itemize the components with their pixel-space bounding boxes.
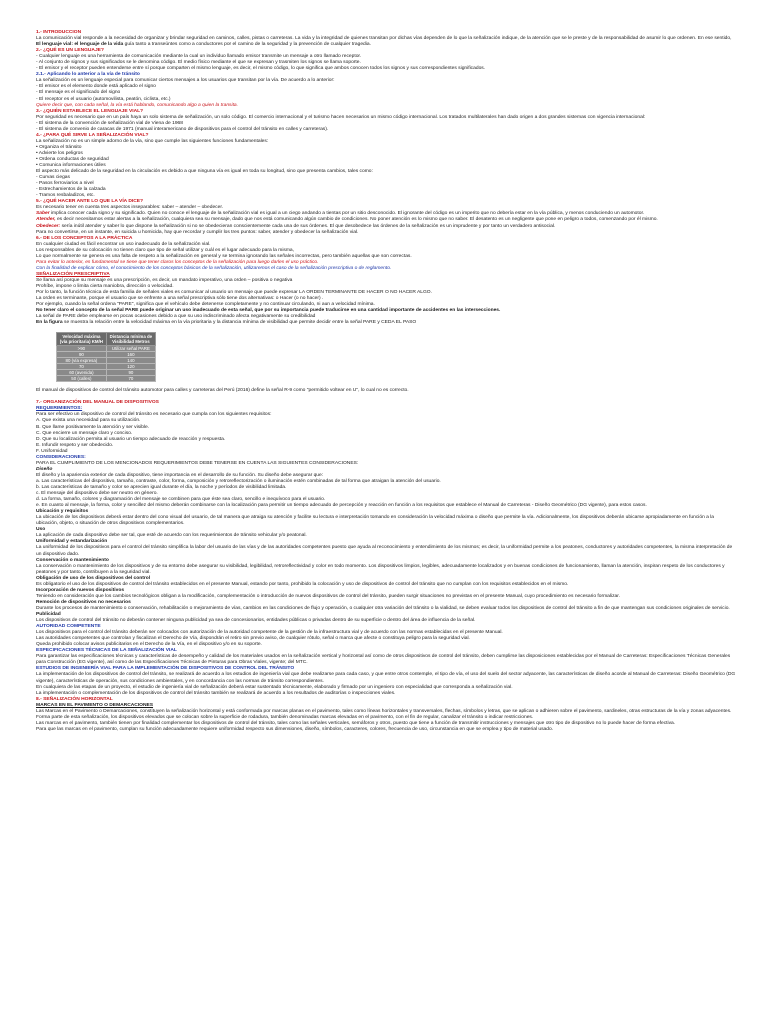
requirements-list: A. Que exista una necesidad para su utilización. B. Que llame positivamente la atención y ser visible. C. Que encierre un mensaje claro y conciso. D. Que su localización permita al usuario un tiempo adecuado de reacción y respuesta. E. Infundir respeto y ser obedecido. F. Uniformidad (36, 418, 226, 454)
paragraph: Los dispositivos para el control del tránsito deberán ser colocados con autorización de la autoridad competente de la gestión de la infraestructura vial y de acuerdo con las normas establecidas en el presente Manual. Las autoridades competentes que controlan y fiscalizan el Derecho de Vía, dispondrán el retiro sin previo aviso, de cualquier rótulo, señal o marca que afecte o constituya peligro para la seguridad vial. Queda prohibido colocar avisos publicitarios en el Derecho de la Vía, en el dispositivo y/o en su soporte. (36, 630, 503, 648)
table-cell: >90 (57, 346, 107, 352)
subsection-heading: ESPECIFICACIONES TÉCNICAS DE LA SEÑALIZACIÓN VIAL (36, 648, 177, 654)
section-heading: 4.- ¿PARA QUÉ SIRVE LA SEÑALIZACIÓN VIAL? (36, 132, 149, 138)
subsection-heading: MARCAS EN EL PAVIMENTO O DEMARCACIONES (36, 702, 154, 708)
table-header-cell: Distancia mínima de Visibilidad Metros (106, 333, 155, 346)
section-heading: 5.- ¿QUÉ HACER ANTE LO QUE LA VÍA DICE? (36, 199, 144, 205)
paragraph: La señalización no es un simple adorno de la vía, sino que cumple las siguientes funciones fundamentales: • Organiza el tránsito • Advierte los peligros • Ordena conductas de seguridad • Comunica informaciones útiles El aspecto más delicado de la seguridad en la circulación es debido a que ninguna vía es igual en toda su longitud, sino que presenta cambios, tales como: - Curvas ciegas - Pasos ferroviarios a nivel - Estrechamientos de la calzada - Tramos resbaladizos, etc. (36, 138, 373, 199)
section-heading: 8.- SEÑALIZACIÓN HORIZONTAL (36, 696, 113, 702)
paragraph: La comunicación vial responde a la necesidad de organizar y brindar seguridad en caminos, calles, pistas o carreteras. La vida y la integridad de quienes transitan por dichas vías dependen de lo que la señalización indique, de la atención que se le preste y de la responsabilidad de asumir lo que ordenen. En ese sentido, El lenguaje vial: el lenguaje de la vida guía tanto a transeúntes como a conductores por el camino de la seguridad y la prevención de cualquier tragedia. (36, 36, 732, 48)
paragraph: En la figura se muestra la relación entre la velocidad máxima en la vía prioritaria y la distancia mínima de visibilidad que permite decidir entre la señal PARE y CEDA EL PASO (36, 320, 417, 326)
paragraph: El diseño y la apariencia exterior de cada dispositivo, tiene importancia en el desarrollo de su función. Su diseño debe asegurar que: a. Las características del dispositivo, tamaño, contraste, color, forma, composición y retroreflectorización o iluminación estén combinadas de tal forma que atraigan la atención del usuario. b. Las características de tamaño y color se aprecien igual durante el día, la noche y períodos de visibilidad limitada. c. El mensaje del dispositivo debe ser neutro en género. d. La forma, tamaño, colores y diagramación del mensaje se combinen para que éste sea claro, sencillo e inequívoco para el usuario. e. En cuanto al mensaje, la forma, color y sencillez del mismo deberán combinarse con la localización para permitir un tiempo adecuado de percepción y reacción en función a los requisitos que establece el Manual de Carreteras - Diseño Geométrico (DG vigente), para estos casos. (36, 472, 647, 509)
paragraph: El manual de dispositivos de control del tránsito automotor para calles y carreteras del Perú (2016) define la señal R-9 como "permitido voltear en U", lo cual no es correcto. (36, 388, 409, 394)
table-header-cell: Velocidad máxima (vía prioritaria) KM/H (57, 333, 107, 346)
table-cell: 70 (106, 376, 155, 382)
paragraph: Atender, es decir necesitamos estar alertas a la señalización, cualquiera sea su mensaje, dado que nos está comunicando algún cambio de condiciones. No poner atención es lo mismo que no saber. El desatento es un negligente que pone en peligro a todos, comenzando por él mismo. (36, 217, 658, 223)
subsection-heading: CONSIDERACIONES: (36, 454, 86, 460)
paragraph: Los dispositivos de control del tránsito no deberán contener ninguna publicidad ya sea de concesionarios, entidades públicas o privadas dentro de su superficie o dentro del área de influencia de la señal. (36, 618, 476, 624)
visibility-table (56, 332, 156, 382)
note: Con la finalidad de explicar cómo, el conocimiento de los conceptos básicos de la señalización, utilizaremos el caso de la señalización prescriptiva o de reglamento. (36, 265, 392, 271)
document-page (36, 30, 736, 1010)
subheading: Conservación o mantenimiento (36, 557, 109, 563)
paragraph: La uniformidad de los dispositivos para el control del tránsito simplifica la labor del usuario de las vías y de las autoridades competentes puesto que ayuda al reconocimiento y entendimiento de los mismos; es decir, la uniformidad permite a los peatones, conductores y autoridades competentes, la misma interpretación de un dispositivo dado. (36, 545, 733, 557)
table-cell: 120 (106, 364, 155, 370)
section-heading: 6.- DE LOS CONCEPTOS A LA PRÁCTICA (36, 235, 133, 241)
table-row (57, 376, 156, 382)
table-cell: 90 (57, 352, 107, 358)
paragraph: Para ser efectivo un dispositivo de control del tránsito es necesario que cumpla con los siguientes requisitos: (36, 412, 272, 418)
table-cell: 160 (106, 352, 155, 358)
paragraph: Para garantizar las especificaciones técnicas y características de desempeño y calidad de los materiales usados en la señalización vertical y horizontal así como de otros dispositivos de control del tránsito, deben cumplirse las disposiciones establecidas por el Manual de Carreteras: Especificaciones Técnicas Generales para Construcción (EG vigente), así como de las Especificaciones Técnicas de Pinturas para Obras Viales, vigente; del MTC. (36, 654, 731, 666)
paragraph: La ubicación de los dispositivos deberá estar dentro del cono visual del usuario, de tal manera que atraiga su atención y facilite su lectura e interpretación tomando en consideración la velocidad máxima o diseño que permite la vía. Adicionalmente, los dispositivos deberán ubicarse apropiadamente en función a la ubicación, objeto, o situación de otros dispositivos complementarios. (36, 515, 715, 527)
paragraph: Las Marcas en el Pavimento o Demarcaciones, constituyen la señalización horizontal y está conformada por marcas planas en el pavimento, tales como líneas horizontales y transversales, flechas, símbolos y letras, que se aplican o adhieren sobre el pavimento, sardineles, otras estructuras de la vía y zonas adyacentes. Forma parte de esta señalización, los dispositivos elevados que se colocan sobre la superficie de rodadura, también denominadas marcas elevadas en el pavimento, con el fin de regular, canalizar el tránsito o indicar restricciones. Las marcas en el pavimento, también tienen por finalidad complementar los dispositivos de control del tránsito, tales como las señales verticales, semáforos y otros, puesto que tiene a función de transmitir instrucciones y mensajes que otro tipo de dispositivo no lo puede hacer de forma efectiva. Para que las marcas en el pavimento, cumplan su función adecuadamente requiere uniformidad respecto sus dimensiones, diseño, símbolos, caracteres, colores, frecuencia de uso, circunstancia en que se emplea y tipo de material usado. (36, 708, 732, 732)
subheading: Remoción de dispositivos no necesarios (36, 599, 131, 605)
table-header-row (57, 333, 156, 346)
paragraph: Es obligatorio el uso de los dispositivos de control del tránsito establecidos en el presente Manual, estando por tanto, prohibido la colocación y uso de dispositivos de control del tránsito que no cumplan con los requisitos establecidos en el mismo. (36, 581, 569, 587)
subheading: Obligación de uso de los dispositivos del control (36, 575, 151, 581)
subheading: Incorporación de nuevos dispositivos (36, 587, 125, 593)
section-heading: 3.- ¿QUIÉN ESTABLECE EL LENGUAJE VIAL? (36, 108, 144, 114)
subsection-heading: ESTUDIOS DE INGENIERÍA VIAL PARA LA IMPLEMENTACIÓN DE DISPOSITIVOS DE CONTROL DEL TRÁNSITO (36, 666, 295, 672)
paragraph: Se llama así porque su mensaje es una prescripción, es decir, un mandato imperativo, una orden – positiva o negativa Prohíbe, impone o limita cierta maniobra, dirección o velocidad. Por lo tanto, la función técnica de esta familia de señales viales es comunicar al usuario un mensaje que puede expresar LA ORDEN TERMINANTE DE HACER O NO HACER ALGO. La orden es terminante, porque el usuario que se enfrente a una señal prescriptiva sólo tiene dos alternativas: o Hacer (o no hacer) . Por ejemplo, cuando la señal ordena "PARE", significa que el vehículo debe detenerse completamente y no continuar circulando, ni aun a velocidad mínima. (36, 277, 432, 308)
table-cell: 140 (106, 358, 155, 364)
subsection-heading: SEÑALIZACIÓN PRESCRIPTIVA (36, 271, 110, 277)
paragraph: La señalización es un lenguaje especial para comunicar ciertos mensajes a los usuarios que transitan por la vía. De acuerdo a lo anterior: - El emisor es el elemento donde está aplicado el signo - El mensaje es el significado del signo - El receptor es el usuario (automovilista, peatón, ciclista, etc.) (36, 78, 335, 102)
quote: Quiere decir que, con cada señal, la vía está hablando, comunicando algo a quien la transita. (36, 102, 239, 108)
section-heading: 2.- ¿QUÉ ES UN LENGUAJE? (36, 48, 104, 54)
subsection-heading: AUTORIDAD COMPETENTE (36, 624, 101, 630)
subsection-heading: REQUERIMIENTOS: (36, 406, 83, 412)
paragraph: - Cualquier lenguaje es una herramienta de comunicación mediante la cual un individuo llamado emisor transmite un mensaje a otro llamado receptor. - Al conjunto de signos y sus significados se le denomina código. El medio físico mediante el que se expresan y trasmiten los signos se llama soporte. - El emisor y el receptor pueden entenderse entre sí porque comparten el mismo lenguaje, es decir, el mismo código, lo que significa que ambos conocen todos los signos y sus correspondientes significados. (36, 54, 486, 72)
paragraph: Saber implica conocer cada signo y su significado. Quien no conoce el lenguaje de la señalización vial es igual a un ciego andando a tientas por un sitio desconocido. El ignorante del código es un imperito que no debería estar en la vía pública, y menos conduciendo un automotor. (36, 211, 645, 217)
note: Para evitar lo anterior, es fundamental se tiene que tener claros los conceptos de la señalización para luego darles el uso práctico. (36, 259, 319, 265)
paragraph: Teniendo en consideración que los cambios tecnológicos obligan a la modificación, complementación o introducción de nuevos dispositivos de control del tránsito, pueden surgir situaciones no previstas en el presente Manual, cuyo procedimiento es necesario formalizar. (36, 593, 620, 599)
subsection-heading: 2.1.- Aplicando lo anterior a la vía de tránsito (36, 72, 140, 78)
subheading: Uniformidad y estandarización (36, 539, 108, 545)
section-heading: 7.- ORGANIZACIÓN DEL MANUAL DE DISPOSITIVOS (36, 400, 159, 406)
paragraph: Durante los procesos de mantenimiento o conservación, rehabilitación o mejoramiento de vías, cambios en las condiciones de flujo y operación, o cualquier otra variación del tránsito o la vialidad, se deben evaluar todos los dispositivos de control del tránsito a fin de que mantengan sus condiciones originales de servicio. (36, 605, 730, 611)
table-cell: 80 (vía expresa) (57, 358, 107, 364)
paragraph: La implementación de los dispositivos de control del tránsito, se realizará de acuerdo a los estudios de ingeniería vial que debe realizarse para cada caso, y que entre otros contemple, el tipo de vía, el uso del suelo del sector adyacente, las características de diseño acorde al Manual de Carreteras: Diseño Geométrico (DG vigente), características de operación, sus condiciones ambientales, y en concordancia con las normas de tránsito correspondientes. En cualquiera de las etapas de un proyecto, el estudio de ingeniería vial de señalización deberá estar sustentado técnicamente, elaborado y firmado por un ingeniero con especialidad que corresponda a señalización vial. La implementación o complementación de los dispositivos de control del tránsito también se realizará de acuerdo a los resultados de auditorías o inspecciones viales. (36, 672, 736, 696)
paragraph: Obedecer: sería inútil atender y saber lo que dispone la señalización si no se obedecieran conscientemente cada una de sus órdenes. El que desobedece las órdenes de la señalización es un imprudente y por tanto un verdadero antisocial. Para no convertirse, en un instante, en suicida u homicida, hay que recordar y cumplir los tres puntos: saber, atender y obedecer la señalización vial. (36, 223, 556, 235)
subheading: Diseño (36, 466, 53, 472)
section-heading: 1.- INTRODUCCIÓN (36, 30, 82, 35)
table-cell: 60 (avenida) (57, 370, 107, 376)
table-cell: 70 (57, 364, 107, 370)
paragraph: En cualquier ciudad es fácil encontrar un uso inadecuado de la señalización vial. Los responsables de su colocación no tienen claro que tipo de señal utilizar y cuál es el lugar adecuado para la misma, Lo que normalmente se genera es una falta de respeto a la señalización en general y se termina ignorando las señales incorrectas, pero también aquellas que son correctas. (36, 241, 412, 259)
paragraph-emphasis: No tener claro el concepto de la señal PARE puede originar un uso inadecuado de esta señal, que por su importancia puede traducirse en una cantidad importante de accidentes en las intersecciones. (36, 308, 501, 314)
subheading: Publicidad (36, 611, 61, 617)
paragraph: Por seguridad es necesario que en un país haya un solo sistema de señalización, un solo código. El comercio internacional y el turismo hacen necesarios un mismo código internacional. Los tratados multilaterales han dado origen a dos grandes sistemas con vigencia internacional: - El sistema de la convención de señalización vial de Viena de 1968 - El sistema de convenio de caracas de 1971 (manual interamericano de dispositivos para el control del tránsito en calles y carreteras). (36, 114, 646, 132)
paragraph: La aplicación de cada dispositivo debe ser tal, que esté de acuerdo con los requerimientos de tránsito vehicular y/o peatonal. (36, 533, 307, 539)
table-cell: 90 (106, 370, 155, 376)
paragraph: Es necesario tener en cuenta tres aspectos inseparables: saber – atender – obedecer. (36, 205, 224, 211)
paragraph: La conservación o mantenimiento de los dispositivos y de su entorno debe asegurar su visibilidad, legibilidad, retroreflectividad y color en todo momento. Los dispositivos limpios, legibles, adecuadamente localizados y en buenas condiciones de funcionamiento, llaman la atención, inspiran respeto de los conductores y peatones y por tanto, contribuyen a la seguridad vial. (36, 563, 725, 575)
subheading: Uso (36, 527, 46, 533)
table-cell: Utilizar señal PARE (106, 346, 155, 352)
subheading: Ubicación y requisitos (36, 509, 89, 515)
paragraph: La señal de PARE debe emplearse en pocas ocasiones debido a que su uso indiscriminado afecta negativamente su credibilidad (36, 314, 316, 320)
paragraph: PARA EL CUMPLIMIENTO DE LOS MENCIONADOS REQUERIMIENTOS DEBE TENERSE EN CUENTA LAS SIGUIENTES CONSIDERACIONES: (36, 460, 359, 466)
table-cell: 50 (calles) (57, 376, 107, 382)
